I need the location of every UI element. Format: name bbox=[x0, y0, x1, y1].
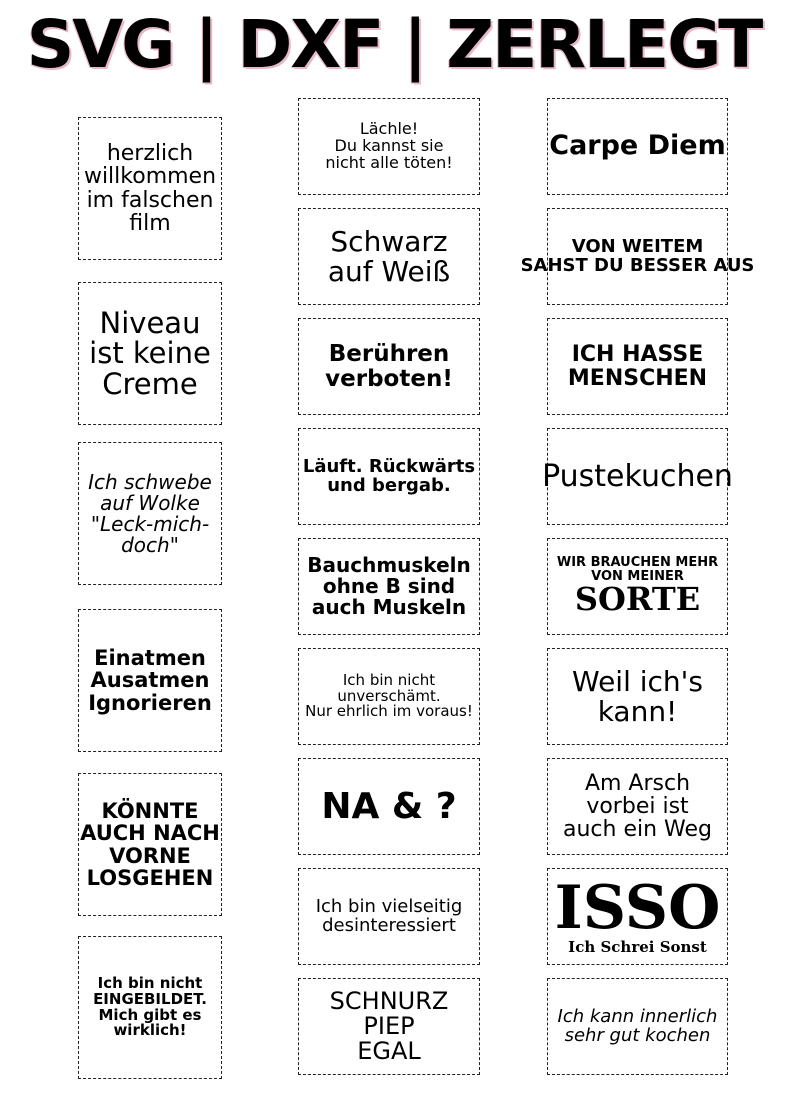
sticker-text-line: Mich gibt es bbox=[98, 1005, 202, 1024]
sticker-card bbox=[547, 978, 728, 1075]
sticker-card bbox=[298, 978, 480, 1075]
sticker-card bbox=[298, 868, 480, 965]
sticker-text-line: unverschämt. bbox=[337, 686, 441, 705]
sticker-card bbox=[298, 758, 480, 855]
sticker-text-line: Pustekuchen bbox=[542, 458, 733, 494]
sticker-text-line: herzlich bbox=[106, 141, 194, 167]
sticker-text-line: film bbox=[129, 210, 171, 236]
sticker-text-line: Ich bin nicht bbox=[342, 670, 436, 689]
sticker-card bbox=[78, 773, 222, 916]
sticker-card bbox=[298, 648, 480, 745]
sticker-text-line: ISSO bbox=[554, 873, 721, 944]
sticker-card bbox=[547, 538, 728, 635]
sticker-text-line: EGAL bbox=[357, 1037, 421, 1066]
sticker-text-line: NA & ? bbox=[321, 785, 457, 827]
sticker-text-line: auf Wolke bbox=[100, 490, 200, 515]
sticker-card bbox=[547, 758, 728, 855]
sticker-text-line: SORTE bbox=[574, 580, 701, 619]
sticker-text-line: Einatmen bbox=[94, 646, 206, 671]
sticker-text-line: Bauchmuskeln bbox=[307, 553, 471, 577]
sticker-text-line: Ich bin nicht bbox=[97, 974, 203, 992]
sticker-card bbox=[547, 868, 728, 965]
sticker-text-line: Läuft. Rückwärts bbox=[302, 455, 476, 477]
sticker-text-line: Carpe Diem bbox=[549, 130, 726, 162]
sticker-text-line: Weil ich's bbox=[572, 665, 703, 699]
sticker-text-line: MENSCHEN bbox=[567, 365, 708, 391]
sticker-text-line: Ausatmen bbox=[90, 668, 210, 693]
sticker-card bbox=[298, 318, 480, 415]
sticker-text-line: Ich kann innerlich bbox=[557, 1005, 718, 1027]
sticker-text-line: Lächle! bbox=[359, 119, 419, 139]
sticker-text-line: auch Muskeln bbox=[311, 595, 467, 619]
sticker-card bbox=[298, 208, 480, 305]
sticker-card bbox=[547, 98, 728, 195]
sticker-card bbox=[298, 538, 480, 635]
sticker-card bbox=[547, 318, 728, 415]
sticker-text-line: doch" bbox=[121, 532, 179, 557]
sticker-text-line: ohne B sind bbox=[322, 574, 456, 598]
sticker-text-line: AUCH NACH bbox=[80, 821, 220, 846]
sticker-card bbox=[78, 282, 222, 425]
sticker-text-line: Ich bin vielseitig bbox=[315, 895, 463, 917]
sticker-text-line: Niveau bbox=[99, 305, 201, 340]
sticker-text-line: vorbei ist bbox=[586, 793, 689, 819]
sticker-card bbox=[298, 428, 480, 525]
page-title: SVG | DXF | ZERLEGT bbox=[26, 6, 762, 83]
sticker-text-line: im falschen bbox=[86, 187, 214, 213]
sticker-text-line: Nur ehrlich im voraus! bbox=[305, 702, 473, 721]
sticker-card bbox=[78, 936, 222, 1079]
sticker-text-line: Ignorieren bbox=[88, 690, 212, 715]
sticker-text-line: auch ein Weg bbox=[562, 817, 712, 843]
sticker-text-line: ICH HASSE bbox=[571, 342, 704, 368]
sticker-text-line: auf Weiß bbox=[327, 254, 451, 288]
sticker-text-line: und bergab. bbox=[327, 474, 451, 496]
sticker-text-line: VON MEINER bbox=[591, 568, 684, 584]
sticker-text-line: SCHNURZ bbox=[329, 986, 449, 1015]
sticker-text-line: SAHST DU BESSER AUS bbox=[520, 254, 755, 276]
sticker-text-line: desinteressiert bbox=[322, 914, 456, 936]
sticker-text-line: Du kannst sie bbox=[334, 136, 444, 156]
sticker-card bbox=[78, 117, 222, 260]
sticker-text-line: Creme bbox=[102, 366, 198, 401]
sticker-text-line: WIR BRAUCHEN MEHR bbox=[556, 555, 719, 571]
sticker-text-line: nicht alle töten! bbox=[325, 152, 453, 172]
sticker-text-line: wirklich! bbox=[113, 1021, 187, 1040]
sticker-text-line: Schwarz bbox=[330, 225, 448, 259]
sticker-card bbox=[542, 428, 733, 525]
sticker-text-line: VORNE bbox=[109, 843, 191, 868]
sticker-text-line: Am Arsch bbox=[584, 770, 691, 796]
sticker-text-line: Ich Schrei Sonst bbox=[568, 938, 707, 957]
sticker-text-line: "Leck-mich- bbox=[90, 511, 210, 536]
sticker-text-line: verboten! bbox=[325, 365, 453, 392]
sticker-card bbox=[520, 208, 755, 305]
sticker-card bbox=[78, 609, 222, 752]
sticker-card bbox=[298, 98, 480, 195]
sticker-text-line: willkommen bbox=[83, 164, 217, 190]
sticker-text-line: PIEP bbox=[363, 1011, 415, 1040]
sticker-text-line: EINGEBILDET. bbox=[93, 989, 207, 1008]
sticker-card bbox=[78, 442, 222, 585]
sticker-text-line: LOSGEHEN bbox=[86, 865, 214, 890]
sticker-text-line: sehr gut kochen bbox=[564, 1024, 711, 1046]
sticker-text-line: Berühren bbox=[328, 341, 450, 368]
sticker-card bbox=[547, 648, 728, 745]
sticker-text-line: KÖNNTE bbox=[101, 799, 199, 824]
sticker-text-line: VON WEITEM bbox=[571, 235, 704, 257]
sticker-text-line: Ich schwebe bbox=[88, 469, 212, 494]
sticker-text-line: ist keine bbox=[89, 336, 211, 371]
sticker-text-line: kann! bbox=[597, 694, 678, 728]
